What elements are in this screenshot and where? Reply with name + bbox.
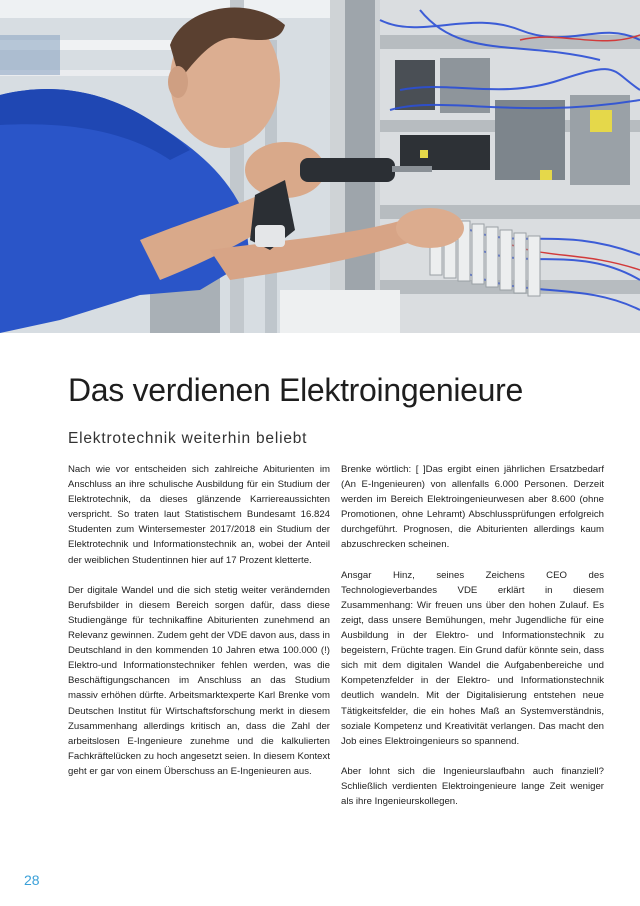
article-subtitle: Elektrotechnik weiterhin beliebt (68, 430, 308, 447)
right-text-column (341, 462, 604, 824)
paragraph: Nach wie vor entscheiden sich zahlreiche Abiturienten im Anschluss an ihre schulische Ausbildung für ein Studium der Elektrotechnik, da dieses glänzende Karriereaussichten verspricht. So traten laut Statistischem Bundesamt 16.824 Studenten zum Wintersemester 2017/2018 ein Studium der Elektrotechnik und Informationstechnik an, wobei der Anteil der weiblichen Studentinnen hier auf 17 Prozent kletterte. (68, 464, 330, 566)
paragraph: Brenke wörtlich: [ ]Das ergibt einen jährlichen Ersatzbedarf (An E-Ingenieuren) von allenfalls 6.000 Personen. Derzeit werden im Bereich Elektroingenieurwesen aber 8.600 (ohne Promotionen, ohne Lehramt) Abschlussprüfungen erfolgreich durchgeführt. Prognosen, die Abiturienten allerdings kaum abzuschrecken scheinen. (341, 464, 604, 551)
paragraph: Der digitale Wandel und die sich stetig weiter verändernden Berufsbilder in diesem Bereich sorgen dafür, dass diese Studiengänge für technikaffine Abiturienten zunehmend an Relevanz gewinnen. Zudem geht der VDE davon aus, dass in Deutschland in den kommenden 10 Jahren etwa 100.000 (!) Elektro-und Informationstechniker fehlen werden, was die Beschäftigungschancen im Anschluss an das Studium massiv erhöhen dürfte. Arbeitsmarktexperte Karl Brenke vom Deutschen Institut für Wirtschaftsforschung merkt in diesem Zusammenhang allerdings kritisch an, dass die Zahl der arbeitslosen E-Ingenieure zunehme und die kalkulierten Fachkräftelücken zu hoch angesetzt seien. In diesem Kontext geht er gar von einem Überschuss an E-Ingenieuren aus. (68, 584, 330, 777)
paragraph: Ansgar Hinz, seines Zeichens CEO des Technologieverbandes VDE erklärt in diesem Zusammenhang: Wir freuen uns über den hohen Zulauf. Es zeigt, dass unsere Bemühungen, mehr Jugendliche für eine Ausbildung in der Elektro- und Informationstechnik zu begeistern, Früchte tragen. Ein Grund dafür könnte sein, dass sich mit dem digitalen Wandel die Aufgabenbereiche und Kompetenzfelder in der Elektro- und Informationstechnik deutlich wandeln. Mit der Digitalisierung entstehen neue Tätigkeitsfelder, die ein hohes Maß an Systemverständnis, soziale Kompetenz und Kreativität verlangen. Das macht den Job eines Elektroingenieurs so spannend. (341, 569, 604, 747)
article-title: Das verdienen Elektroingenieure (68, 372, 523, 408)
hero-illustration (0, 0, 640, 333)
hero-photo (0, 0, 640, 333)
paragraph: Aber lohnt sich die Ingenieurslaufbahn auch finanziell? Schließlich verdienten Elektroingenieure lange Zeit weniger als ihre Ingenieurskollegen. (341, 765, 604, 808)
left-text-column (68, 462, 330, 794)
page-number: 28 (24, 872, 40, 888)
